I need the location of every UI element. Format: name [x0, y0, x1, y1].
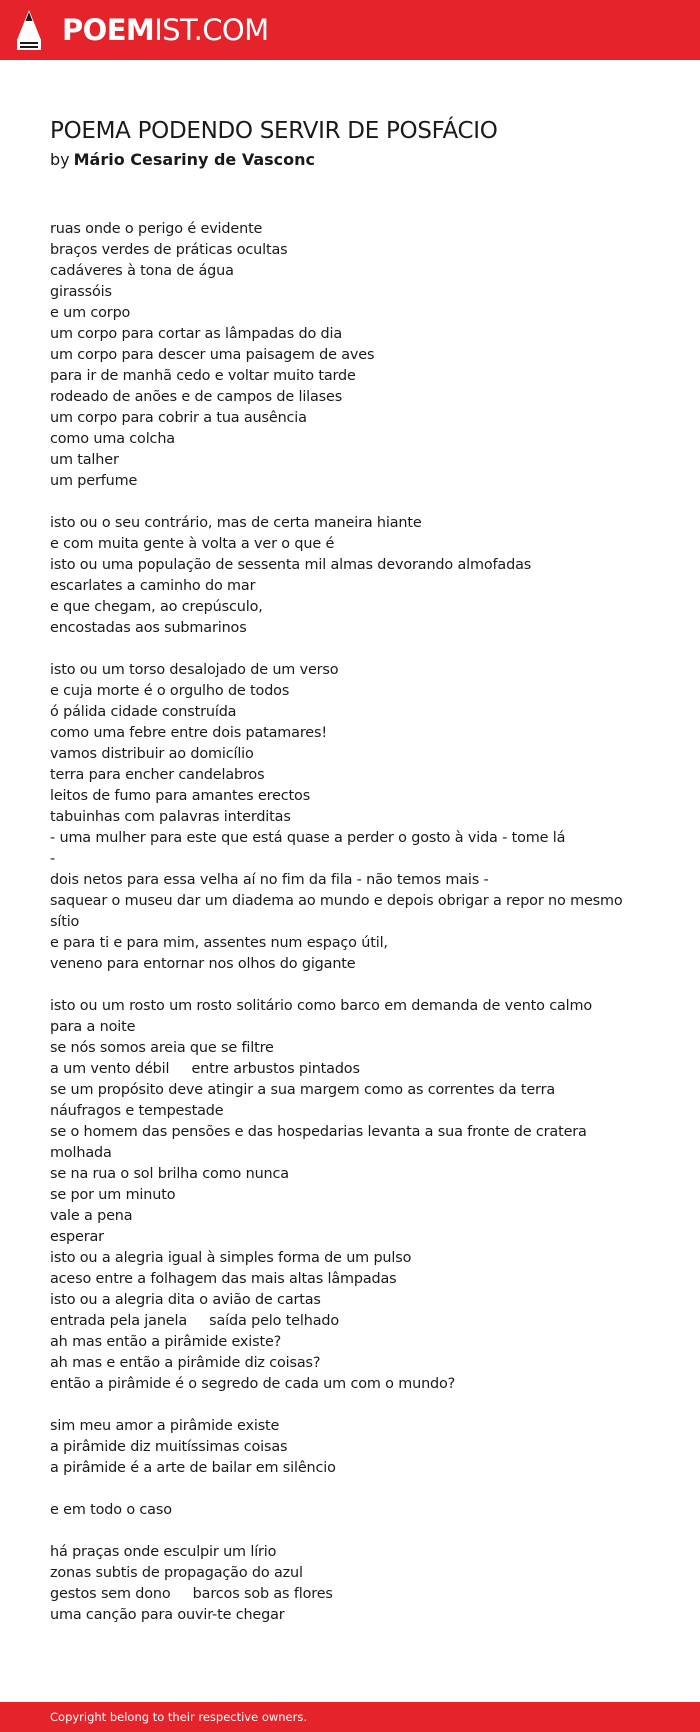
- poem-line: um perfume: [50, 473, 138, 489]
- poem-line: se por um minuto: [50, 1187, 176, 1203]
- poem-line: e que chegam, ao crepúsculo,: [50, 599, 263, 615]
- poem-line: isto ou um rosto um rosto solitário como barco em demanda de vento calmo: [50, 998, 593, 1014]
- poem-line: leitos de fumo para amantes erectos: [50, 788, 311, 804]
- poem-line: ah mas e então a pirâmide diz coisas?: [50, 1355, 321, 1371]
- logo-text-light: IST.COM: [154, 13, 269, 47]
- poem-line: para a noite: [50, 1019, 136, 1035]
- poem-line: rodeado de anões e de campos de lilases: [50, 389, 343, 405]
- poem-line: sim meu amor a pirâmide existe: [50, 1418, 280, 1434]
- poem-line: isto ou a alegria dita o avião de cartas: [50, 1292, 321, 1308]
- poem-line: um corpo para descer uma paisagem de aves: [50, 347, 375, 363]
- stanza-break: [50, 1479, 650, 1500]
- poem-line: veneno para entornar nos olhos do gigante: [50, 956, 356, 972]
- poem-line: a pirâmide diz muitíssimas coisas: [50, 1439, 288, 1455]
- poem-line: -: [50, 851, 56, 867]
- poem-line: tabuinhas com palavras interditas: [50, 809, 291, 825]
- logo-text-bold: POEM: [62, 13, 155, 47]
- site-logo[interactable]: [16, 9, 269, 51]
- poem-line: um corpo para cortar as lâmpadas do dia: [50, 326, 343, 342]
- poem-line: ah mas então a pirâmide existe?: [50, 1334, 282, 1350]
- poem-line: e em todo o caso: [50, 1502, 172, 1518]
- stanza-break: [50, 1395, 650, 1416]
- poem-line: entrada pela janela saída pelo telhado: [50, 1313, 340, 1329]
- byline: [50, 149, 660, 171]
- poem-line: braços verdes de práticas ocultas: [50, 242, 288, 258]
- stanza-break: [50, 492, 650, 513]
- poem-line: cadáveres à tona de água: [50, 263, 234, 279]
- poem-line: ruas onde o perigo é evidente: [50, 221, 263, 237]
- poem-line: aceso entre a folhagem das mais altas lâmpadas: [50, 1271, 397, 1287]
- poem-line: zonas subtis de propagação do azul: [50, 1565, 303, 1581]
- poem-line: e um corpo: [50, 305, 131, 321]
- poem-line: se nós somos areia que se filtre: [50, 1040, 274, 1056]
- poem-line: se o homem das pensões e das hospedarias levanta a sua fronte de cratera: [50, 1124, 587, 1140]
- poem-line: saquear o museu dar um diadema ao mundo e depois obrigar a repor no mesmo: [50, 893, 623, 909]
- poem-line: há praças onde esculpir um lírio: [50, 1544, 277, 1560]
- pencil-icon: [16, 9, 42, 51]
- poem-body: [50, 219, 650, 1626]
- poem-line: isto ou o seu contrário, mas de certa maneira hiante: [50, 515, 422, 531]
- poem-line: escarlates a caminho do mar: [50, 578, 256, 594]
- site-logo-text: [62, 9, 269, 51]
- poem-line: como uma febre entre dois patamares!: [50, 725, 327, 741]
- poem-line: terra para encher candelabros: [50, 767, 265, 783]
- poem-line: - uma mulher para este que está quase a perder o gosto à vida - tome lá: [50, 830, 566, 846]
- poem-line: para ir de manhã cedo e voltar muito tarde: [50, 368, 356, 384]
- poem-line: um corpo para cobrir a tua ausência: [50, 410, 307, 426]
- poem-line: náufragos e tempestade: [50, 1103, 224, 1119]
- poem-line: como uma colcha: [50, 431, 175, 447]
- poem-line: se na rua o sol brilha como nunca: [50, 1166, 289, 1182]
- poem-line: esperar: [50, 1229, 104, 1245]
- poem-line: e com muita gente à volta a ver o que é: [50, 536, 335, 552]
- poem-line: vamos distribuir ao domicílio: [50, 746, 254, 762]
- author-name[interactable]: Mário Cesariny de Vasconc: [73, 150, 316, 169]
- poem-line: molhada: [50, 1145, 112, 1161]
- poem-line: um talher: [50, 452, 119, 468]
- site-header: [0, 0, 700, 60]
- poem-line: sítio: [50, 914, 80, 930]
- poem-line: girassóis: [50, 284, 112, 300]
- poem-line: ó pálida cidade construída: [50, 704, 237, 720]
- poem-line: a pirâmide é a arte de bailar em silêncio: [50, 1460, 336, 1476]
- poem-line: e cuja morte é o orgulho de todos: [50, 683, 290, 699]
- poem-title: POEMA PODENDO SERVIR DE POSFÁCIO: [50, 118, 498, 144]
- poem-line: encostadas aos submarinos: [50, 620, 247, 636]
- poem-line: isto ou a alegria igual à simples forma de um pulso: [50, 1250, 412, 1266]
- stanza-break: [50, 1521, 650, 1542]
- poem-line: se um propósito deve atingir a sua margem como as correntes da terra: [50, 1082, 556, 1098]
- site-footer: [0, 1702, 700, 1732]
- poem-line: dois netos para essa velha aí no fim da fila - não temos mais -: [50, 872, 489, 888]
- poem-line: a um vento débil entre arbustos pintados: [50, 1061, 360, 1077]
- poem-line: isto ou uma população de sessenta mil almas devorando almofadas: [50, 557, 532, 573]
- copyright-text: Copyright belong to their respective owners.: [50, 1710, 308, 1724]
- poem-line: gestos sem dono barcos sob as flores: [50, 1586, 333, 1602]
- poem-line: então a pirâmide é o segredo de cada um com o mundo?: [50, 1376, 456, 1392]
- by-label: by: [50, 150, 70, 169]
- poem-line: vale a pena: [50, 1208, 133, 1224]
- poem-line: uma canção para ouvir-te chegar: [50, 1607, 285, 1623]
- poem-heading: [50, 115, 660, 171]
- stanza-break: [50, 975, 650, 996]
- poem-line: isto ou um torso desalojado de um verso: [50, 662, 339, 678]
- poem-line: e para ti e para mim, assentes num espaço útil,: [50, 935, 388, 951]
- stanza-break: [50, 639, 650, 660]
